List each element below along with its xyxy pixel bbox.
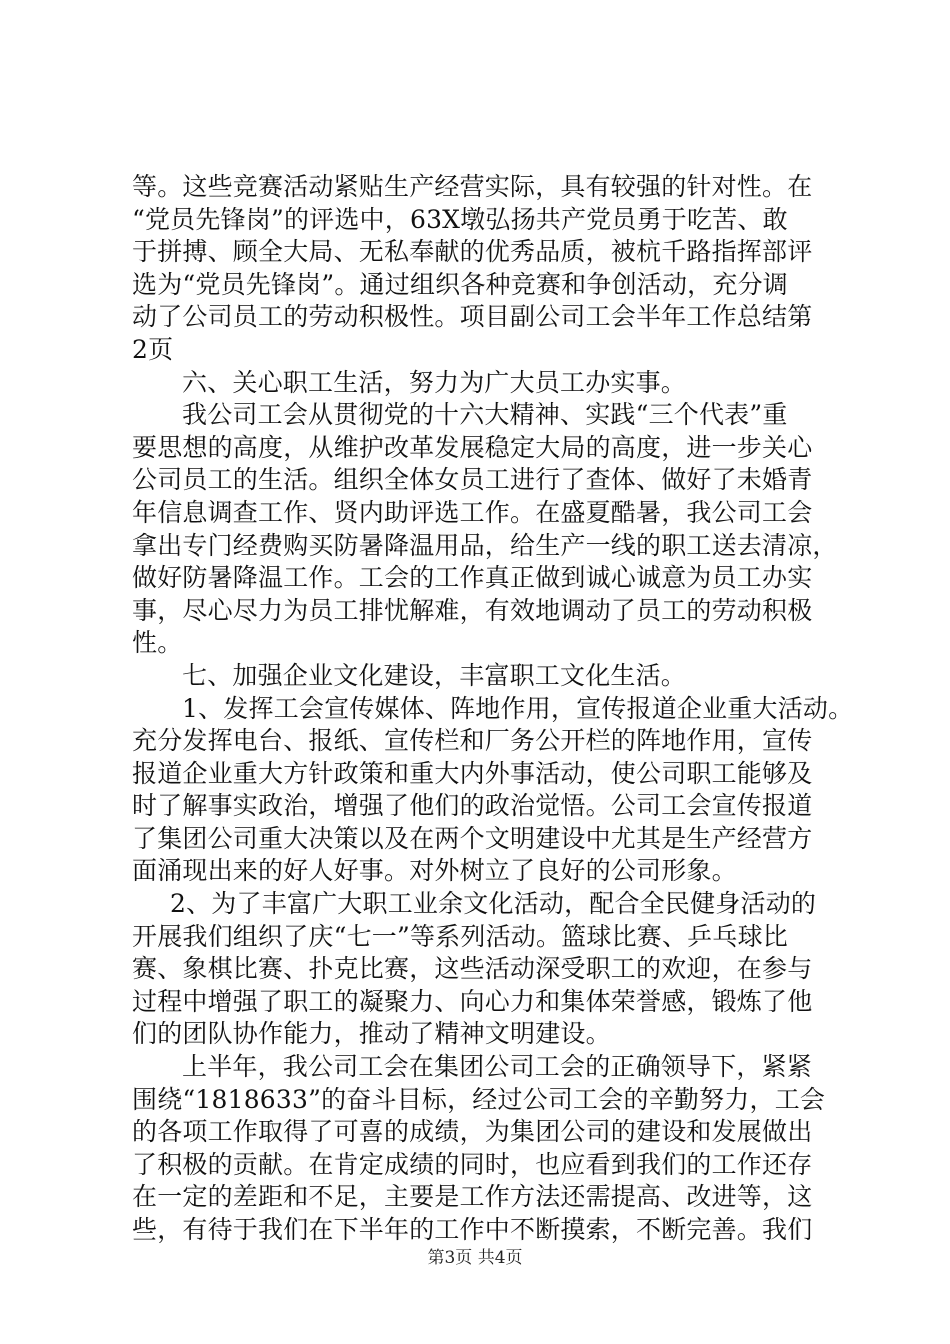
text-line: 上半年，我公司工会在集团公司工会的正确领导下，紧紧 bbox=[182, 1052, 813, 1082]
text-line: 围绕“1818633”的奋斗目标，经过公司工会的辛勤努力，工会 bbox=[132, 1084, 826, 1114]
text-line: 选为“党员先锋岗”。通过组织各种竞赛和争创活动，充分调 bbox=[132, 269, 788, 299]
section-heading: 六、关心职工生活，努力为广大员工办实事。 bbox=[182, 367, 687, 397]
text-line: 过程中增强了职工的凝聚力、向心力和集体荣誉感，锻炼了他 bbox=[132, 986, 813, 1016]
section-heading: 七、加强企业文化建设，丰富职工文化生活。 bbox=[182, 660, 687, 690]
text-line: 性。 bbox=[132, 628, 183, 658]
text-line: 赛、象棋比赛、扑克比赛，这些活动深受职工的欢迎，在参与 bbox=[132, 954, 813, 984]
page-number-footer: 第3页 共4页 bbox=[427, 1248, 523, 1268]
text-line: 充分发挥电台、报纸、宣传栏和厂务公开栏的阵地作用，宣传 bbox=[132, 726, 813, 756]
text-line: 公司员工的生活。组织全体女员工进行了查体、做好了未婚青 bbox=[132, 465, 813, 495]
text-line: 了集团公司重大决策以及在两个文明建设中尤其是生产经营方 bbox=[132, 823, 813, 853]
text-line: 事，尽心尽力为员工排忧解难，有效地调动了员工的劳动积极 bbox=[132, 595, 813, 625]
text-line: 时了解事实政治，增强了他们的政治觉悟。公司工会宣传报道 bbox=[132, 791, 813, 821]
text-line: 等。这些竞赛活动紧贴生产经营实际，具有较强的针对性。在 bbox=[132, 172, 813, 201]
text-line: 要思想的高度，从维护改革发展稳定大局的高度，进一步关心 bbox=[132, 432, 813, 462]
text-line: 1、发挥工会宣传媒体、阵地作用，宣传报道企业重大活动。 bbox=[182, 693, 854, 723]
text-line: 年信息调查工作、贤内助评选工作。在盛夏酷暑，我公司工会 bbox=[132, 497, 813, 527]
text-line: 于拼搏、顾全大局、无私奉献的优秀品质，被杭千路指挥部评 bbox=[132, 237, 813, 267]
text-line: 了积极的贡献。在肯定成绩的同时，也应看到我们的工作还存 bbox=[132, 1149, 813, 1179]
text-line: 报道企业重大方针政策和重大内外事活动，使公司职工能够及 bbox=[132, 758, 813, 788]
text-line: 我公司工会从贯彻党的十六大精神、实践“三个代表”重 bbox=[182, 400, 788, 430]
text-line: 的各项工作取得了可喜的成绩，为集团公司的建设和发展做出 bbox=[132, 1117, 813, 1147]
text-line: 在一定的差距和不足，主要是工作方法还需提高、改进等，这 bbox=[132, 1182, 813, 1212]
text-line: 们的团队协作能力，推动了精神文明建设。 bbox=[132, 1019, 611, 1049]
text-line: 些，有待于我们在下半年的工作中不断摸索，不断完善。我们 bbox=[132, 1215, 813, 1244]
text-line: 面涌现出来的好人好事。对外树立了良好的公司形象。 bbox=[132, 856, 737, 886]
text-line: “党员先锋岗”的评选中，63X墩弘扬共产党员勇于吃苦、敢 bbox=[132, 204, 788, 234]
text-line: 动了公司员工的劳动积极性。项目副公司工会半年工作总结第 bbox=[132, 302, 813, 332]
text-line: 做好防暑降温工作。工会的工作真正做到诚心诚意为员工办实 bbox=[132, 563, 813, 593]
text-line: 2页 bbox=[132, 334, 174, 364]
body-text bbox=[132, 171, 854, 1247]
text-line: 2、为了丰富广大职工业余文化活动，配合全民健身活动的 bbox=[170, 889, 817, 919]
text-line: 拿出专门经费购买防暑降温用品，给生产一线的职工送去清凉， bbox=[132, 530, 838, 560]
text-line: 开展我们组织了庆“七一”等系列活动。篮球比赛、乒乓球比 bbox=[132, 921, 788, 951]
